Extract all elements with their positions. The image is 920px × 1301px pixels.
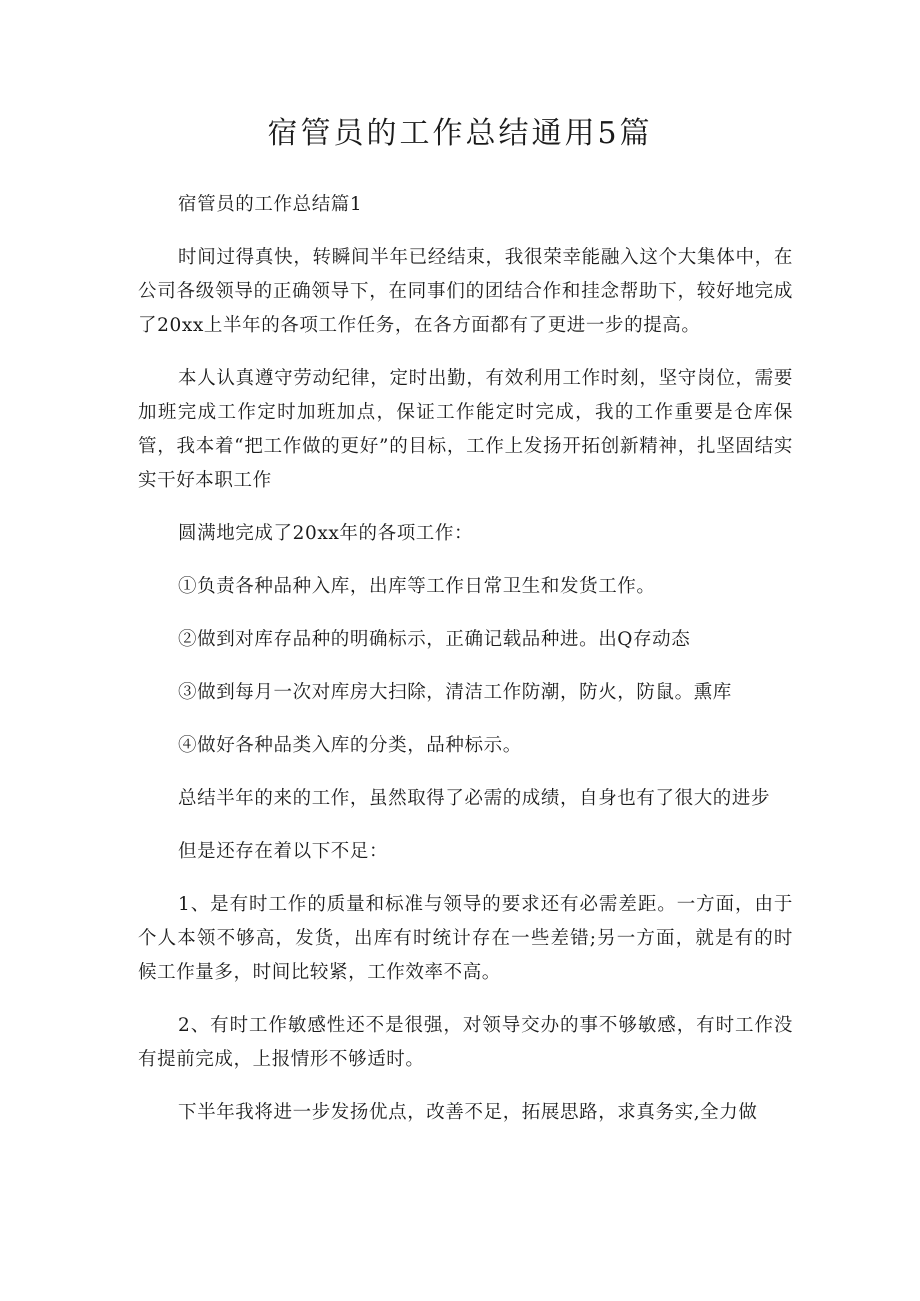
paragraph-intro: 时间过得真快，转瞬间半年已经结束，我很荣幸能融入这个大集体中，在公司各级领导的正确领导下，在同事们的团结合作和挂念帮助下，较好地完成了20xx上半年的各项工作任务，在各方面都有了更进一步的提高。 bbox=[138, 247, 793, 336]
list-item-1: ①负责各种品种入库，出库等工作日常卫生和发货工作。 bbox=[178, 576, 656, 597]
paragraph-shortcomings-heading: 但是还存在着以下不足： bbox=[178, 841, 389, 862]
section-heading: 宿管员的工作总结篇1 bbox=[178, 194, 363, 215]
paragraph-summary: 总结半年的来的工作，虽然取得了必需的成绩，自身也有了很大的进步 bbox=[178, 788, 771, 809]
list-item-3: ③做到每月一次对库房大扫除，清洁工作防潮，防火，防鼠。熏库 bbox=[178, 682, 732, 703]
paragraph-discipline: 本人认真遵守劳动纪律，定时出勤，有效利用工作时刻，坚守岗位，需要加班完成工作定时加班加点，保证工作能定时完成，我的工作重要是仓库保管，我本着“把工作做的更好”的目标，工作上发扬开拓创新精神，扎坚固结实实干好本职工作 bbox=[138, 368, 793, 491]
paragraph-shortcoming-1: 1、是有时工作的质量和标准与领导的要求还有必需差距。一方面，由于个人本领不够高，发货，出库有时统计存在一些差错;另一方面，就是有的时候工作量多，时间比较紧，工作效率不高。 bbox=[138, 894, 793, 983]
list-item-2: ②做到对库存品种的明确标示，正确记载品种进。出Q存动态 bbox=[178, 629, 691, 650]
document-body bbox=[138, 188, 793, 1149]
paragraph-completed: 圆满地完成了20xx年的各项工作： bbox=[178, 523, 474, 544]
document-title: 宿管员的工作总结通用5篇 bbox=[267, 116, 653, 151]
paragraph-next-half: 下半年我将进一步发扬优点，改善不足，拓展思路，求真务实,全力做 bbox=[178, 1102, 758, 1123]
paragraph-shortcoming-2: 2、有时工作敏感性还不是很强，对领导交办的事不够敏感，有时工作没有提前完成，上报情形不够适时。 bbox=[138, 1015, 793, 1070]
list-item-4: ④做好各种品类入库的分类，品种标示。 bbox=[178, 735, 522, 756]
